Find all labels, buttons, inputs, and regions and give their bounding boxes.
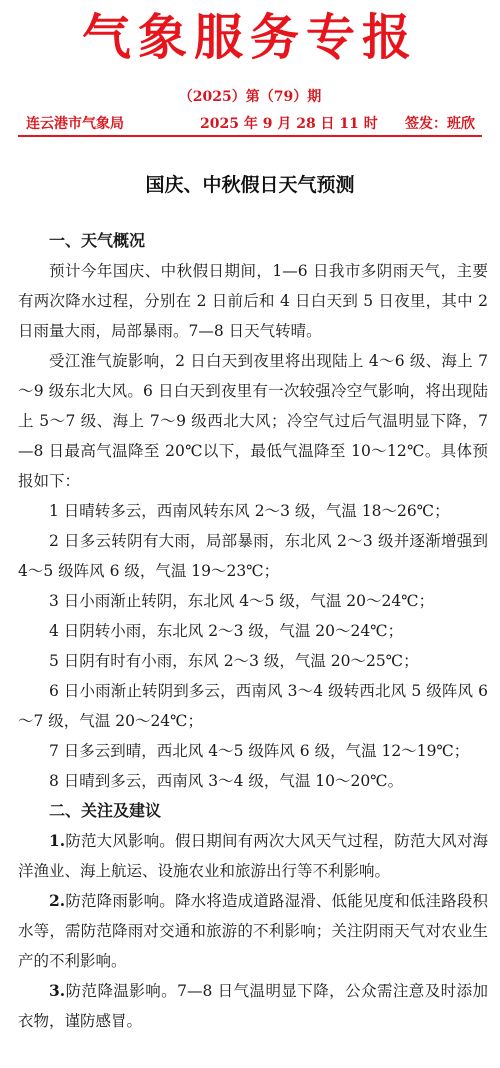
- issuer-name: 连云港市气象局: [26, 116, 124, 132]
- daily-forecast-line: 5 日阴有时有小雨，东风 2～3 级，气温 20～25℃；: [49, 652, 419, 670]
- daily-forecast-line: 8 日晴到多云，西南风 3～4 级，气温 10～20℃。: [49, 772, 404, 790]
- advice-number: 2.: [49, 891, 66, 910]
- advice-number: 3.: [49, 981, 66, 1000]
- document-body: [18, 226, 488, 1036]
- daily-forecast-line: 2 日多云转阴有大雨，局部暴雨，东北风 2～3 级并逐渐增强到 4～5 级阵风 6 级，气温 19～23℃；: [18, 532, 488, 580]
- daily-forecast-line: 1 日晴转多云，西南风转东风 2～3 级，气温 18～26℃；: [49, 502, 450, 520]
- document-title: 国庆、中秋假日天气预测: [145, 174, 355, 196]
- section-heading-overview: 一、天气概况: [49, 231, 146, 250]
- advice-text: 防范降雨影响。降水将造成道路湿滑、低能见度和低洼路段积水等，需防范降雨对交通和旅游的不利影响；关注阴雨天气对农业生产的不利影响。: [18, 892, 488, 970]
- daily-forecast-line: 4 日阴转小雨，东北风 2～3 级，气温 20～24℃；: [49, 622, 404, 640]
- advice-text: 防范降温影响。7—8 日气温明显下降，公众需注意及时添加衣物，谨防感冒。: [18, 982, 488, 1030]
- advice-item: [18, 886, 488, 976]
- overview-paragraph: 预计今年国庆、中秋假日期间，1—6 日我市多阴雨天气，主要有两次降水过程，分别在 2 日前后和 4 日白天到 5 日夜里，其中 2 日雨量大雨，局部暴雨。7—8 日天气转晴。: [18, 262, 488, 340]
- issue-date: 2025 年 9 月 28 日 11 时: [200, 116, 378, 132]
- overview-paragraph: 受江淮气旋影响，2 日白天到夜里将出现陆上 4～6 级、海上 7～9 级东北大风。6 日白天到夜里有一次较强冷空气影响，将出现陆上 5～7 级、海上 7～9 级西北大风；冷空气过后气温明显下降，7—8 日最高气温降至 20℃以下，最低气温降至 10～12℃。具体预报如下：: [18, 352, 488, 490]
- daily-forecast-line: 3 日小雨渐止转阴，东北风 4～5 级，气温 20～24℃；: [49, 592, 435, 610]
- report-banner: 气象服务专报: [81, 9, 418, 66]
- advice-number: 1.: [49, 831, 66, 850]
- advice-item: [18, 826, 488, 886]
- signer: 签发：班欣: [405, 116, 475, 132]
- section-heading-advice: 二、关注及建议: [49, 801, 162, 820]
- daily-forecast-line: 6 日小雨渐止转阴到多云，西南风 3～4 级转西北风 5 级阵风 6～7 级，气温 20～24℃；: [18, 682, 488, 730]
- advice-text: 防范大风影响。假日期间有两次大风天气过程，防范大风对海洋渔业、海上航运、设施农业和旅游出行等不利影响。: [18, 832, 488, 880]
- daily-forecast-line: 7 日多云到晴，西北风 4～5 级阵风 6 级，气温 12～19℃；: [49, 742, 470, 760]
- advice-item: [18, 976, 488, 1036]
- issue-number: （2025）第（79）期: [178, 89, 322, 105]
- header-divider: [18, 135, 482, 137]
